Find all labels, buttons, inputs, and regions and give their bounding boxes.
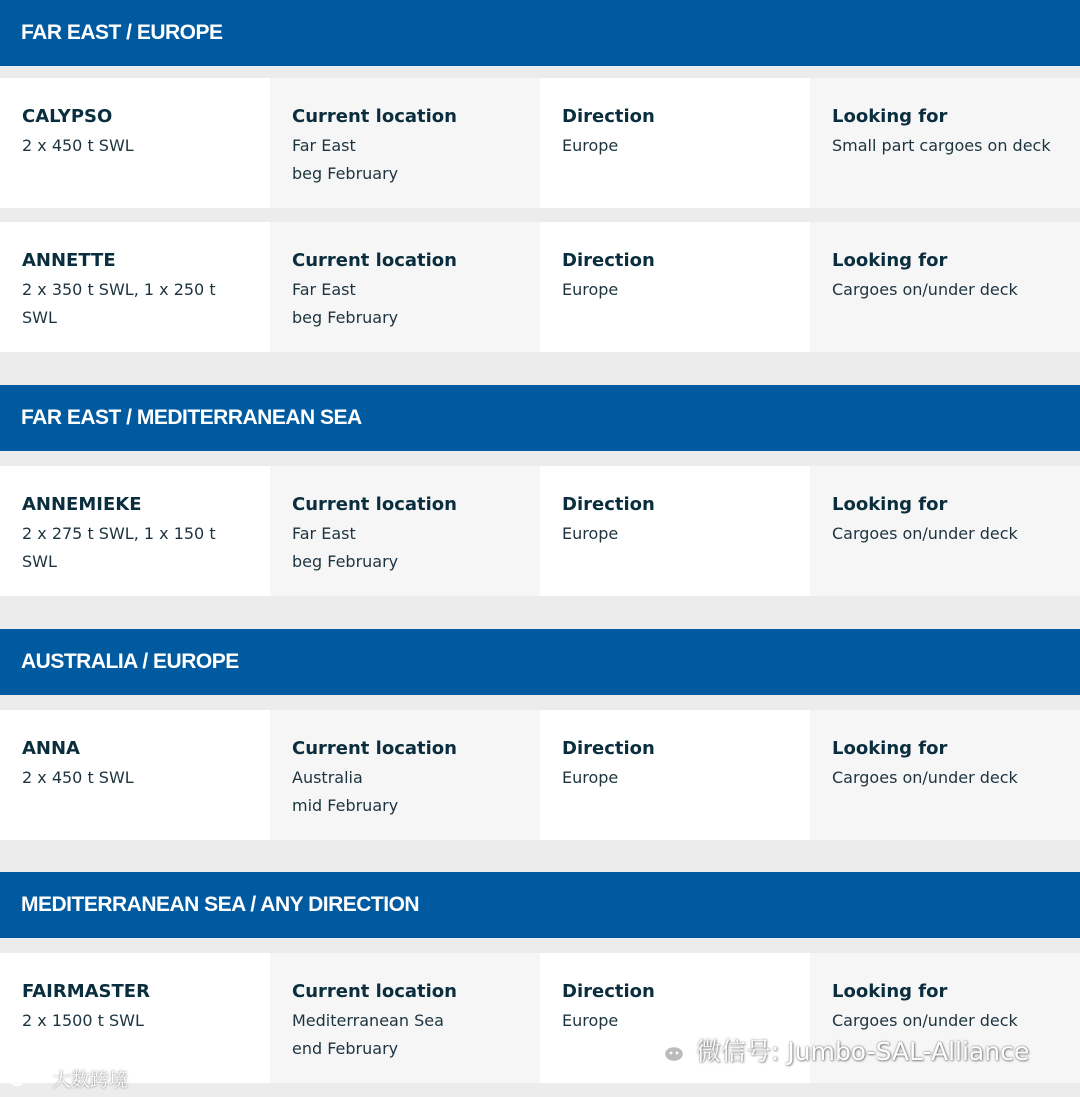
location-timing: mid February xyxy=(292,796,399,815)
section-header-far-east-mediterranean: FAR EAST / MEDITERRANEAN SEA xyxy=(0,385,1080,451)
looking-for-label: Looking for xyxy=(832,250,948,271)
section-header-mediterranean-any-direction: MEDITERRANEAN SEA / ANY DIRECTION xyxy=(0,872,1080,938)
vessel-name: ANNETTE xyxy=(22,250,116,271)
direction-value: Europe xyxy=(562,768,619,787)
vessel-specs: 2 x 1500 t SWL xyxy=(22,1011,144,1030)
current-location-label: Current location xyxy=(292,494,457,515)
looking-for-cell xyxy=(810,78,1080,208)
direction-value: Europe xyxy=(562,1011,619,1030)
location-timing: beg February xyxy=(292,308,399,327)
direction-cell xyxy=(540,710,810,840)
vessel-name-cell xyxy=(0,222,270,352)
location-value: Far East xyxy=(292,280,356,299)
current-location-label: Current location xyxy=(292,106,457,127)
location-value: Far East xyxy=(292,136,356,155)
section-header-australia-europe: AUSTRALIA / EUROPE xyxy=(0,629,1080,695)
current-location-cell xyxy=(270,953,540,1083)
direction-cell xyxy=(540,466,810,596)
direction-label: Direction xyxy=(562,738,655,759)
location-timing: end February xyxy=(292,1039,399,1058)
looking-for-label: Looking for xyxy=(832,738,948,759)
vessel-specs-cont: SWL xyxy=(22,552,57,571)
brand-watermark-text: 大数跨境 xyxy=(52,1068,129,1091)
location-value: Mediterranean Sea xyxy=(292,1011,444,1030)
vessel-row-calypso xyxy=(0,78,1080,208)
vessel-name-cell xyxy=(0,710,270,840)
direction-value: Europe xyxy=(562,280,619,299)
looking-for-value: Cargoes on/under deck xyxy=(832,280,1018,299)
looking-for-label: Looking for xyxy=(832,981,948,1002)
current-location-cell xyxy=(270,466,540,596)
direction-label: Direction xyxy=(562,494,655,515)
section-header-far-east-europe: FAR EAST / EUROPE xyxy=(0,0,1080,66)
wechat-watermark-text: 微信号: Jumbo-SAL-Alliance xyxy=(696,1037,1030,1066)
vessel-specs: 2 x 450 t SWL xyxy=(22,136,134,155)
direction-label: Direction xyxy=(562,981,655,1002)
vessel-specs: 2 x 450 t SWL xyxy=(22,768,134,787)
brand-watermark xyxy=(8,1064,128,1092)
vessel-name: ANNEMIEKE xyxy=(22,494,142,515)
wechat-icon xyxy=(648,1034,688,1066)
vessel-specs-cont: SWL xyxy=(22,308,57,327)
vessel-specs: 2 x 275 t SWL, 1 x 150 t xyxy=(22,524,216,543)
looking-for-label: Looking for xyxy=(832,106,948,127)
direction-cell xyxy=(540,78,810,208)
vessel-name: ANNA xyxy=(22,738,80,759)
looking-for-cell xyxy=(810,222,1080,352)
current-location-cell xyxy=(270,78,540,208)
vessel-name-cell xyxy=(0,466,270,596)
vessel-specs: 2 x 350 t SWL, 1 x 250 t xyxy=(22,280,216,299)
direction-label: Direction xyxy=(562,250,655,271)
location-value: Australia xyxy=(292,768,363,787)
location-timing: beg February xyxy=(292,552,399,571)
location-timing: beg February xyxy=(292,164,399,183)
vessel-name: CALYPSO xyxy=(22,106,113,127)
direction-value: Europe xyxy=(562,524,619,543)
looking-for-value: Cargoes on/under deck xyxy=(832,1011,1018,1030)
looking-for-cell xyxy=(810,466,1080,596)
current-location-cell xyxy=(270,222,540,352)
current-location-label: Current location xyxy=(292,981,457,1002)
looking-for-cell xyxy=(810,710,1080,840)
direction-value: Europe xyxy=(562,136,619,155)
direction-label: Direction xyxy=(562,106,655,127)
vessel-name: FAIRMASTER xyxy=(22,981,150,1002)
location-value: Far East xyxy=(292,524,356,543)
looking-for-value: Cargoes on/under deck xyxy=(832,524,1018,543)
current-location-label: Current location xyxy=(292,250,457,271)
vessel-row-annemieke xyxy=(0,466,1080,596)
looking-for-value: Cargoes on/under deck xyxy=(832,768,1018,787)
looking-for-value: Small part cargoes on deck xyxy=(832,136,1051,155)
current-location-label: Current location xyxy=(292,738,457,759)
vessel-name-cell xyxy=(0,78,270,208)
wechat-watermark xyxy=(648,1032,1029,1068)
brand-logo-icon xyxy=(8,1066,48,1090)
vessel-row-anna xyxy=(0,710,1080,840)
current-location-cell xyxy=(270,710,540,840)
looking-for-label: Looking for xyxy=(832,494,948,515)
vessel-row-annette xyxy=(0,222,1080,352)
direction-cell xyxy=(540,222,810,352)
